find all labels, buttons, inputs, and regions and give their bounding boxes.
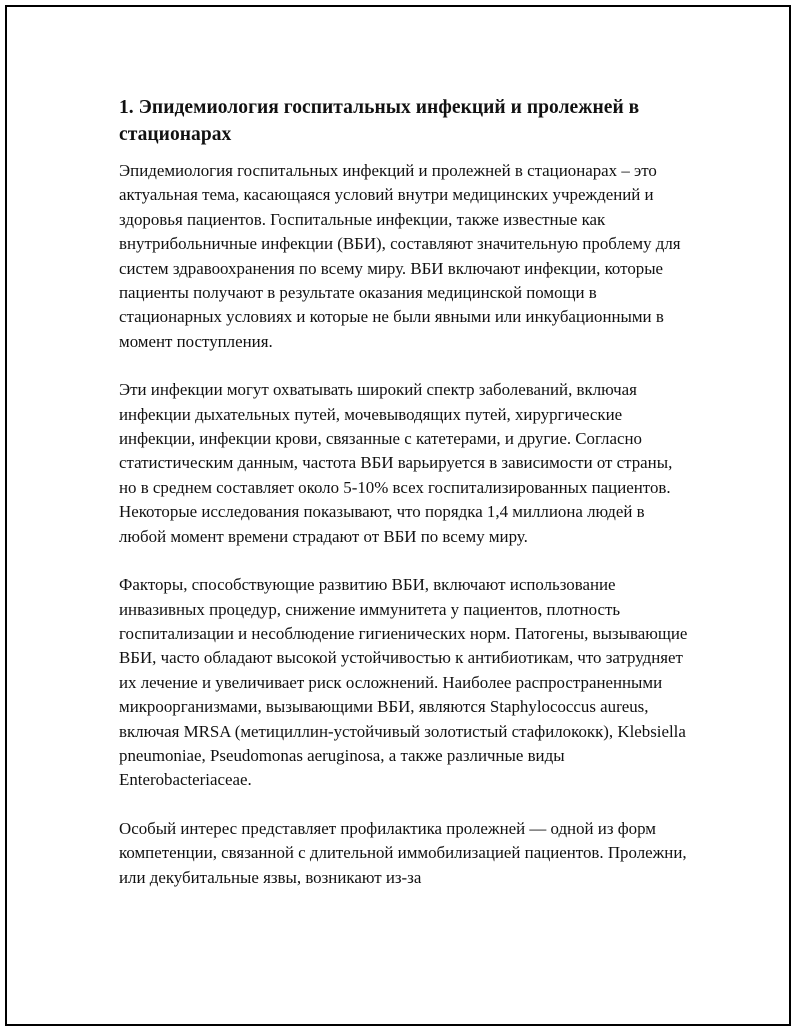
paragraph-intro: Эпидемиология госпитальных инфекций и пролежней в стационарах – это актуальная тема, касающаяся условий внутри медицинских учреждений и здоровья пациентов. Госпитальные инфекции, также известные как внутрибольничные инфекции (ВБИ), составляют значительную проблему для систем здравоохранения по всему миру. ВБИ включают инфекции, которые пациенты получают в результате оказания медицинской помощи в стационарных условиях и которые не были явными или инкубационными в момент поступления. [119, 161, 681, 351]
document-page [5, 5, 791, 1026]
document-body [119, 94, 691, 914]
paragraph-risk-factors: Факторы, способствующие развитию ВБИ, включают использование инвазивных процедур, снижение иммунитета у пациентов, плотность госпитализации и несоблюдение гигиенических норм. Патогены, вызывающие ВБИ, часто обладают высокой устойчивостью к антибиотикам, что затрудняет их лечение и увеличивает риск осложнений. Наиболее распространенными микроорганизмами, вызывающими ВБИ, являются Staphylococcus aureus, включая MRSA (метициллин-устойчивый золотистый стафилококк), Klebsiella pneumoniae, Pseudomonas aeruginosa, а также различные виды Enterobacteriaceae. [119, 575, 688, 790]
paragraph-infection-types: Эти инфекции могут охватывать широкий спектр заболеваний, включая инфекции дыхательных путей, мочевыводящих путей, хирургические инфекции, инфекции крови, связанные с катетерами, и другие. Согласно статистическим данным, частота ВБИ варьируется в зависимости от страны, но в среднем составляет около 5-10% всех госпитализированных пациентов. Некоторые исследования показывают, что порядка 1,4 миллиона людей в любой момент времени страдают от ВБИ по всему миру. [119, 380, 673, 546]
paragraph-bedsores: Особый интерес представляет профилактика пролежней — одной из форм компетенции, связанной с длительной иммобилизацией пациентов. Пролежни, или декубитальные язвы, возникают из-за [119, 818, 687, 887]
section-heading: 1. Эпидемиология госпитальных инфекций и пролежней в стационарах [119, 97, 640, 145]
